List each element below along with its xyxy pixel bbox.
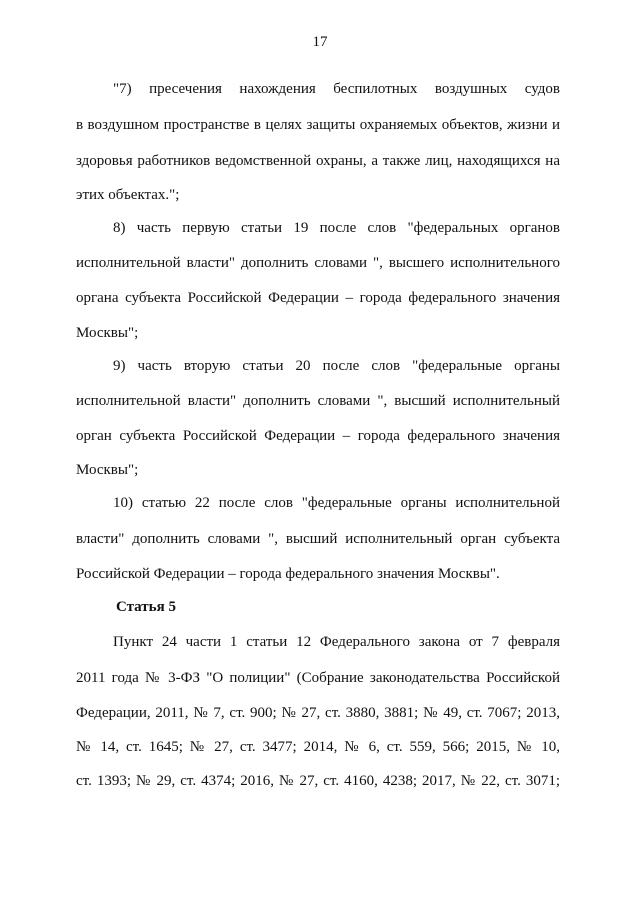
text-line: Москвы"; [76, 462, 139, 478]
text-line: исполнительной власти" дополнить словами ", высшего исполнительного [76, 255, 560, 271]
text-line: Российской Федерации – города федерального значения Москвы". [76, 566, 500, 582]
text-line: в воздушном пространстве в целях защиты охраняемых объектов, жизни и [76, 117, 560, 133]
text-line: "7) пресечения нахождения беспилотных воздушных судов [113, 81, 560, 97]
text-line: этих объектах."; [76, 187, 180, 203]
text-line: Федерации, 2011, № 7, ст. 900; № 27, ст. 3880, 3881; № 49, ст. 7067; 2013, [76, 705, 560, 721]
text-line: 9) часть вторую статьи 20 после слов "федеральные органы [113, 358, 560, 374]
text-line: 2011 года № 3-ФЗ "О полиции" (Собрание законодательства Российской [76, 670, 560, 686]
text-line: Пункт 24 части 1 статьи 12 Федерального закона от 7 февраля [113, 634, 560, 650]
page-number: 17 [312, 34, 328, 50]
text-line: власти" дополнить словами ", высший исполнительный орган субъекта [76, 531, 560, 547]
text-line: № 14, ст. 1645; № 27, ст. 3477; 2014, № 6, ст. 559, 566; 2015, № 10, [76, 739, 560, 755]
text-line: орган субъекта Российской Федерации – города федерального значения [76, 428, 560, 444]
text-line: Москвы"; [76, 325, 139, 341]
text-line: 10) статью 22 после слов "федеральные органы исполнительной [113, 495, 560, 511]
text-line: ст. 1393; № 29, ст. 4374; 2016, № 27, ст. 4160, 4238; 2017, № 22, ст. 3071; [76, 773, 560, 789]
text-line: 8) часть первую статьи 19 после слов "федеральных органов [113, 220, 560, 236]
text-line: органа субъекта Российской Федерации – города федерального значения [76, 290, 560, 306]
text-line: исполнительной власти" дополнить словами ", высший исполнительный [76, 393, 560, 409]
article-heading: Статья 5 [116, 599, 176, 615]
text-line: здоровья работников ведомственной охраны, а также лиц, находящихся на [76, 153, 560, 169]
